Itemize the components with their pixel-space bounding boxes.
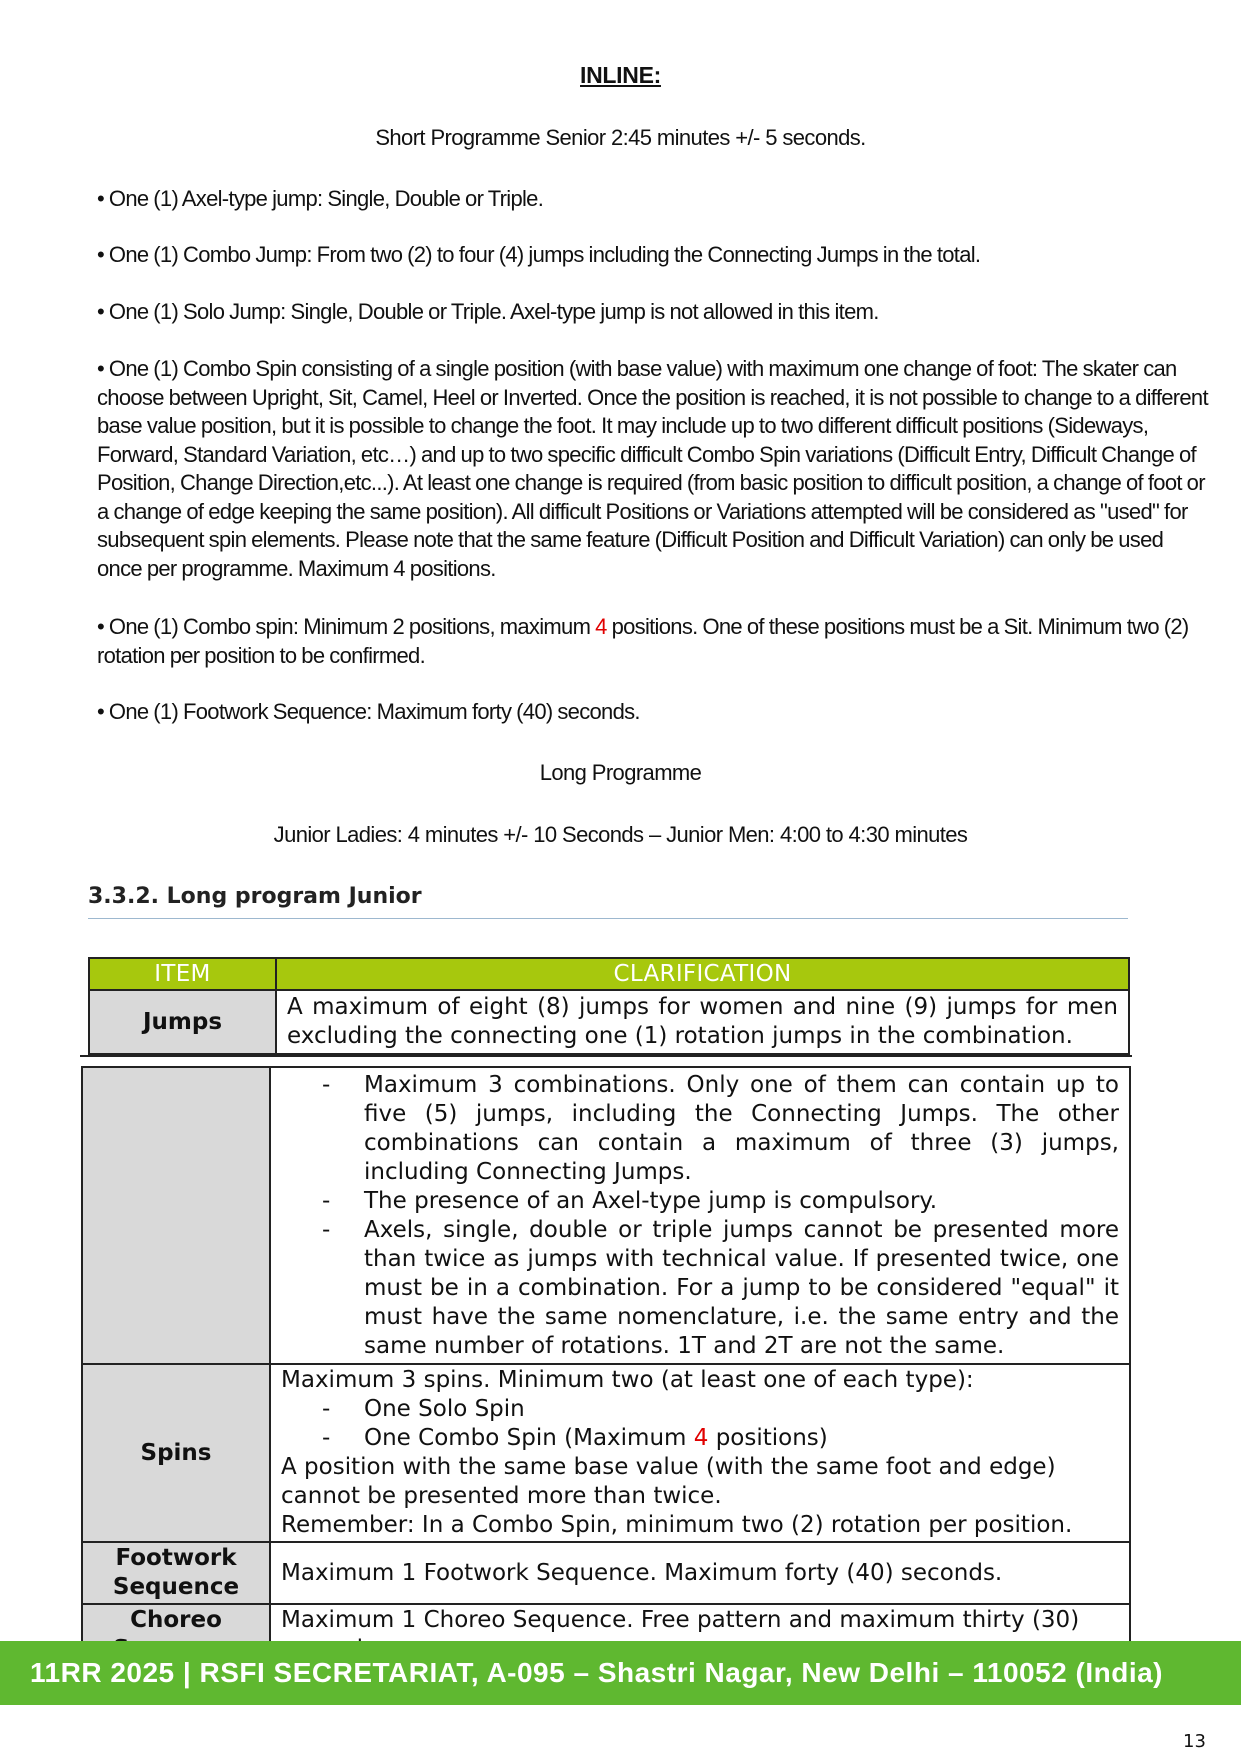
- table-divider: [80, 1055, 1132, 1057]
- row-label-choreo: Choreo: [82, 1604, 270, 1666]
- short-programme-title: Short Programme Senior 2:45 minutes +/- 5 seconds.: [375, 125, 866, 150]
- column-header-item: ITEM: [89, 958, 276, 990]
- spins-remember: Remember: In a Combo Spin, minimum two (2) rotation per position.: [281, 1512, 1073, 1538]
- spins-clarification: [270, 1364, 1130, 1542]
- row-label-spins: Spins: [82, 1364, 270, 1542]
- spins-combo-max-value: 4: [693, 1425, 709, 1451]
- page-number: 13: [1183, 1731, 1206, 1752]
- jumps-clarification: A maximum of eight (8) jumps for women and nine (9) jumps for men excluding the connecting one (1) rotation jumps in the combination.: [276, 990, 1129, 1054]
- bullet-combo-spin-max-value: 4: [595, 614, 607, 639]
- jump-rules-list: [281, 1071, 1119, 1361]
- spins-combo-item: [364, 1424, 1119, 1453]
- row-label-jumps: Jumps: [89, 990, 276, 1054]
- bullet-axel-jump: • One (1) Axel-type jump: Single, Double or Triple.: [97, 186, 544, 211]
- bullet-combo-jump: • One (1) Combo Jump: From two (2) to four (4) jumps including the Connecting Jumps in the total.: [97, 242, 981, 267]
- page-heading: INLINE:: [580, 62, 661, 88]
- column-header-clarification: CLARIFICATION: [276, 958, 1129, 990]
- jump-rule-combinations: - Maximum 3 combinations. Only one of them can contain up to five (5) jumps, including the Connecting Jumps. The other combinations can contain a maximum of three (3) jumps, including Connecting Jumps.: [364, 1071, 1119, 1187]
- footer-band: [0, 1641, 1241, 1705]
- jump-rule-axel: - The presence of an Axel-type jump is compulsory.: [364, 1187, 1119, 1216]
- spins-rule: A position with the same base value (with the same foot and edge) cannot be presented more than twice.: [281, 1454, 1056, 1509]
- row-label-jump-rules: [82, 1067, 270, 1364]
- choreo-clarification: Maximum 1 Choreo Sequence. Free pattern and maximum thirty (30): [270, 1604, 1130, 1666]
- jump-rules-cell: [270, 1067, 1130, 1364]
- footer-text: 11RR 2025 | RSFI SECRETARIAT, A-095 – Shastri Nagar, New Delhi – 110052 (India): [30, 1657, 1164, 1688]
- spins-solo-item: - One Solo Spin: [364, 1395, 1119, 1424]
- row-label-footwork: Footwork Sequence: [82, 1542, 270, 1604]
- spins-combo-text-b: positions): [708, 1425, 828, 1451]
- long-programme-title: Long Programme: [539, 760, 702, 785]
- jump-rule-repeats: - Axels, single, double or triple jumps cannot be presented more than twice as jumps with technical value. If presented twice, one must be in a combination. For a jump to be considered "equal" it must have the same nomenclature, i.e. the same entry and the same number of rotations. 1T and 2T are not the same.: [364, 1216, 1119, 1361]
- bullet-footwork: • One (1) Footwork Sequence: Maximum forty (40) seconds.: [97, 699, 640, 724]
- footwork-clarification: Maximum 1 Footwork Sequence. Maximum forty (40) seconds.: [270, 1542, 1130, 1604]
- bullet-combo-spin-text-a: • One (1) Combo spin: Minimum 2 positions, maximum: [97, 614, 596, 639]
- bullet-combo-spin-single: • One (1) Combo Spin consisting of a single position (with base value) with maximum one change of foot: The skater can choose between Upright, Sit, Camel, Heel or Inverted. Once the position is reached, it is not possible to change to a different base value position, but it is possible to change the foot. It may include up to two different difficult positions (Sideways, Forward, Standard Variation, etc…) and up to two specific difficult Combo Spin variations (Difficult Entry, Difficult Change of Position, Change Direction,etc...). At least one change is required (from basic position to difficult position, a change of foot or a change of edge keeping the same position). All difficult Positions or Variations attempted will be considered as "used" for subsequent spin elements. Please note that the same feature (Difficult Position and Difficult Variation) can only be used once per programme. Maximum 4 positions.: [97, 356, 1208, 581]
- bullet-combo-spin: [97, 613, 1212, 670]
- spins-combo-text-a: One Combo Spin (Maximum: [364, 1425, 694, 1451]
- junior-long-program-table: [81, 1066, 1131, 1667]
- section-title: 3.3.2. Long program Junior: [88, 884, 1128, 919]
- spins-intro: Maximum 3 spins. Minimum two (at least one of each type):: [281, 1367, 974, 1393]
- junior-long-program-table-header: [88, 957, 1130, 1055]
- spins-list: [281, 1395, 1119, 1453]
- long-programme-timing: Junior Ladies: 4 minutes +/- 10 Seconds – Junior Men: 4:00 to 4:30 minutes: [273, 822, 968, 847]
- bullet-solo-jump: • One (1) Solo Jump: Single, Double or Triple. Axel-type jump is not allowed in this item.: [97, 299, 879, 324]
- bullet-combo-spin-text-b: positions. One of these positions must be a Sit. Minimum two (2) rotation per position to be confirmed.: [97, 614, 1189, 668]
